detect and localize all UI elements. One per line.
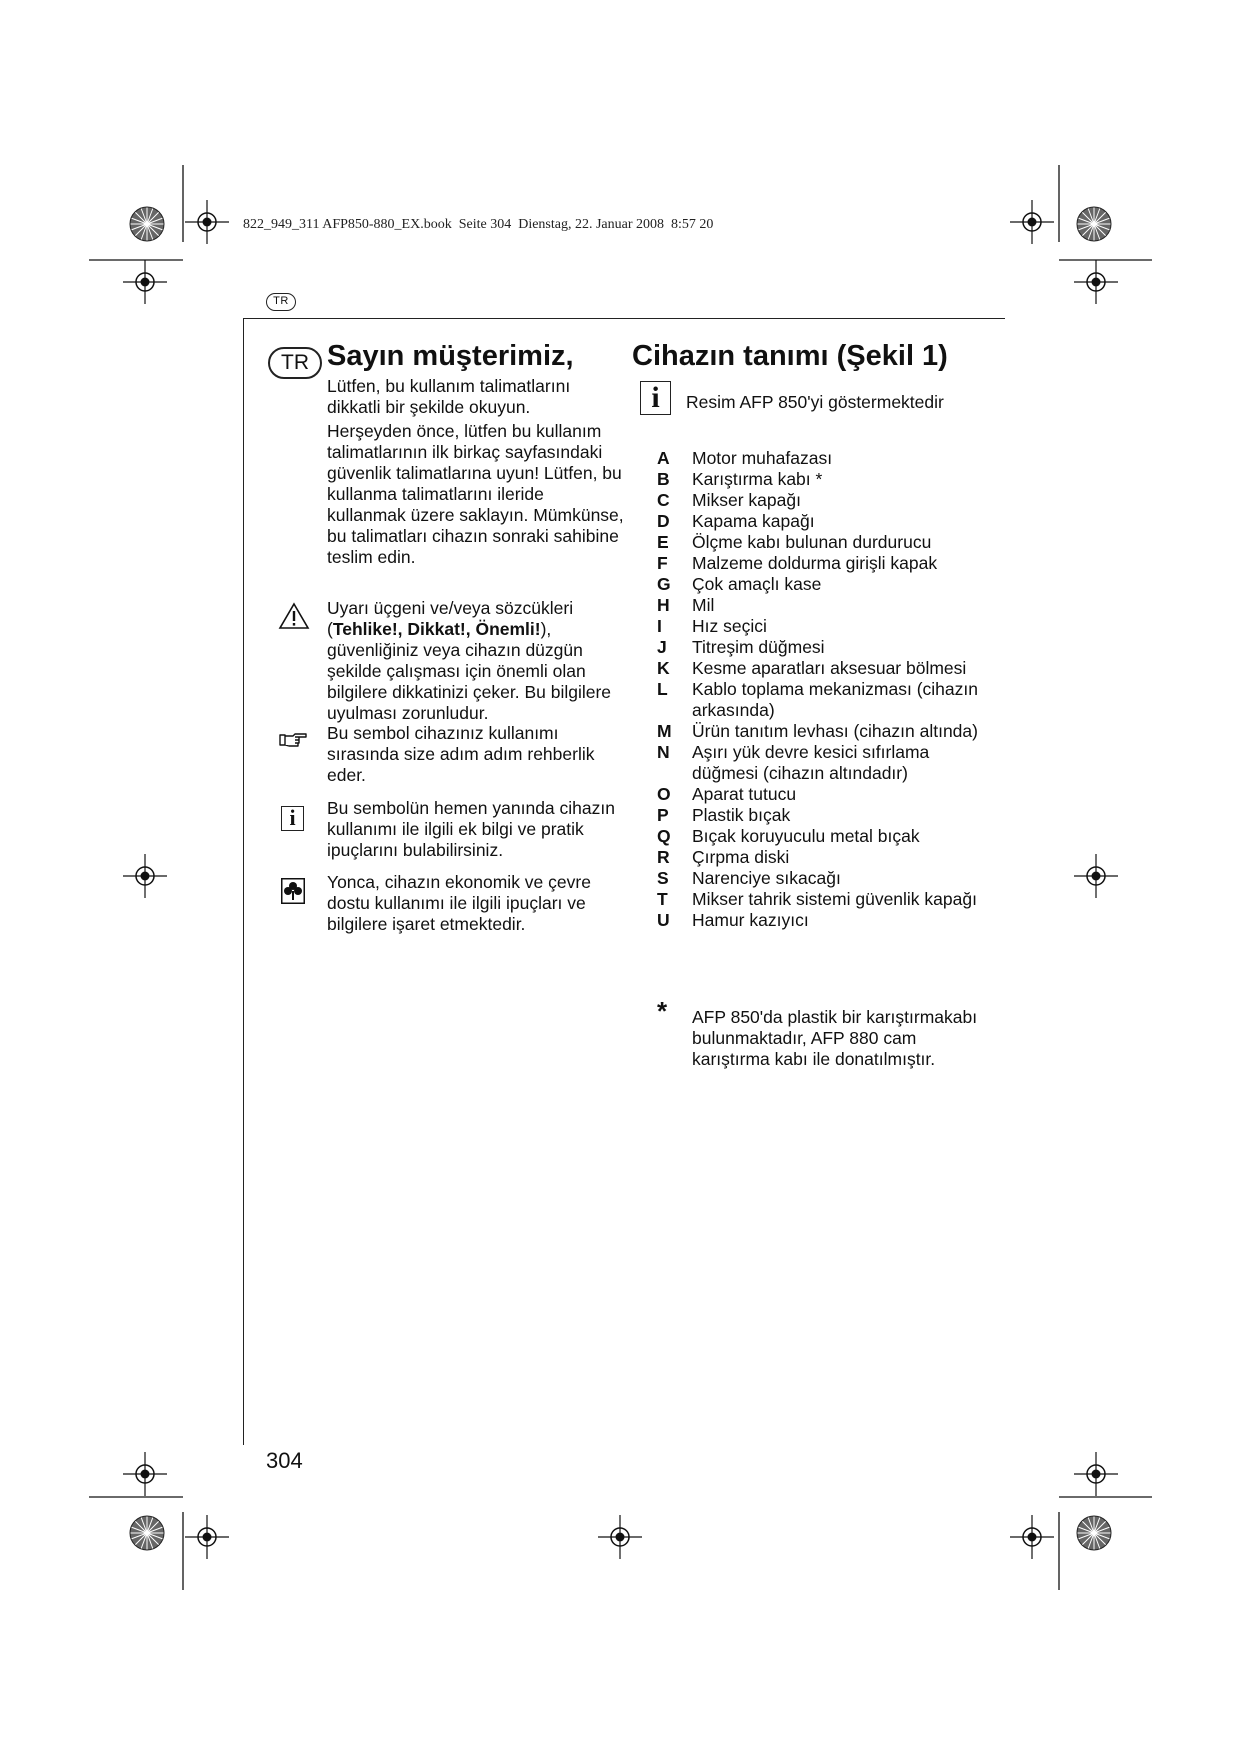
part-description: Çırpma diski [692,847,790,867]
page-number: 304 [266,1448,303,1473]
part-letter: C [657,490,670,510]
parts-list-item [657,889,987,910]
part-letter: P [657,805,669,825]
part-description: Mikser kapağı [692,490,801,510]
part-letter: M [657,721,672,741]
footnote-asterisk: * [657,996,668,1026]
parts-list-item [657,805,987,826]
part-letter: G [657,574,671,594]
parts-list-item [657,742,987,784]
part-description: Narenciye sıkacağı [692,868,841,888]
clover-paragraph: Yonca, cihazın ekonomik ve çevre dostu kullanımı ile ilgili ipuçları ve bilgilere işaret etmektedir. [327,872,591,934]
parts-list-item [657,658,987,679]
info-paragraph: Bu sembolün hemen yanında cihazın kullanımı ile ilgili ek bilgi ve pratik ipuçlarını bulabilirsiniz. [327,798,615,860]
part-letter: K [657,658,670,678]
part-letter: N [657,742,670,762]
parts-list-item [657,721,987,742]
part-letter: B [657,469,670,489]
part-letter: O [657,784,671,804]
warning-text-start: Uyarı üçgeni ve/veya sözcükleri ( [327,598,574,639]
part-letter: Q [657,826,671,846]
info-icon: i [281,806,304,831]
clover-icon [281,878,305,904]
part-description: Motor muhafazası [692,448,833,468]
parts-list-item [657,679,987,721]
warning-text-end: ), güvenliğiniz veya cihazın düzgün şekilde çalışması için önemli olan bilgilere dikkatinizi çeker. Bu bilgilere uyulması zorunludur. [327,619,612,723]
part-letter: S [657,868,669,888]
part-description: Hız seçici [692,616,767,636]
part-description: Mikser tahrik sistemi güvenlik kapağı [692,889,977,909]
margin-rule [243,318,244,1445]
part-description: Ürün tanıtım levhası (cihazın altında) [692,721,978,741]
parts-list [657,448,987,931]
part-description: Ölçme kabı bulunan durdurucu [692,532,932,552]
part-description: Karıştırma kabı * [692,469,823,489]
part-letter: L [657,679,668,699]
part-letter: A [657,448,670,468]
part-description: Mil [692,595,715,615]
part-letter: F [657,553,668,573]
language-badge: TR [268,347,322,379]
footnote-text: AFP 850'da plastik bir karıştırmakabı bulunmaktadır, AFP 880 cam karıştırma kabı ile donatılmıştır. [692,1007,978,1069]
parts-list-item [657,784,987,805]
part-description: Hamur kazıyıcı [692,910,809,930]
part-description: Kesme aparatları aksesuar bölmesi [692,658,967,678]
parts-list-item [657,826,987,847]
info-icon-large: i [640,381,671,415]
parts-list-item [657,595,987,616]
part-letter: H [657,595,670,615]
part-letter: T [657,889,668,909]
parts-list-item [657,532,987,553]
part-description: Kablo toplama mekanizması (cihazın arkasında) [692,679,978,720]
warning-paragraph [327,598,627,724]
part-description: Aşırı yük devre kesici sıfırlama düğmesi (cihazın altındadır) [692,742,930,783]
intro-paragraph-1: Lütfen, bu kullanım talimatlarını dikkatli bir şekilde okuyun. [327,376,571,417]
print-header: 822_949_311 AFP850-880_EX.book Seite 304 Dienstag, 22. Januar 2008 8:57 20 [243,217,714,232]
part-description: Plastik bıçak [692,805,791,825]
part-description: Çok amaçlı kase [692,574,822,594]
intro-paragraph-2: Herşeyden önce, lütfen bu kullanım talimatlarının ilk birkaç sayfasındaki güvenlik talimatlarına uyun! Lütfen, bu kullanma talimatlarını ileride kullanmak üzere saklayın. Mümkünse, bu talimatları cihazın sonraki sahibine teslim edin. [327,421,624,567]
parts-list-item [657,553,987,574]
language-badge-small: TR [266,293,296,311]
part-description: Titreşim düğmesi [692,637,825,657]
part-letter: U [657,910,670,930]
image-note: Resim AFP 850'yi göstermektedir [686,392,944,412]
parts-list-item [657,490,987,511]
footnote [657,998,987,1070]
part-letter: E [657,532,669,552]
parts-list-item [657,847,987,868]
parts-list-item [657,574,987,595]
part-letter: J [657,637,667,657]
part-description: Kapama kapağı [692,511,815,531]
warning-triangle-icon [278,602,310,630]
guide-paragraph: Bu sembol cihazınız kullanımı sırasında size adım adım rehberlik eder. [327,723,595,785]
part-description: Aparat tutucu [692,784,797,804]
header-rule [243,318,1005,319]
part-letter: I [657,616,662,636]
parts-list-item [657,868,987,889]
parts-list-item [657,469,987,490]
device-description-title: Cihazın tanımı (Şekil 1) [632,340,948,372]
parts-list-item [657,448,987,469]
parts-list-item [657,910,987,931]
part-description: Bıçak koruyuculu metal bıçak [692,826,920,846]
parts-list-item [657,637,987,658]
greeting-title: Sayın müşterimiz, [327,340,574,372]
parts-list-item [657,616,987,637]
part-description: Malzeme doldurma girişli kapak [692,553,938,573]
part-letter: D [657,511,670,531]
warning-keywords: Tehlike!, Dikkat!, Önemli! [332,619,541,639]
pointing-hand-icon [278,730,308,750]
parts-list-item [657,511,987,532]
part-letter: R [657,847,670,867]
intro-section [327,376,627,568]
